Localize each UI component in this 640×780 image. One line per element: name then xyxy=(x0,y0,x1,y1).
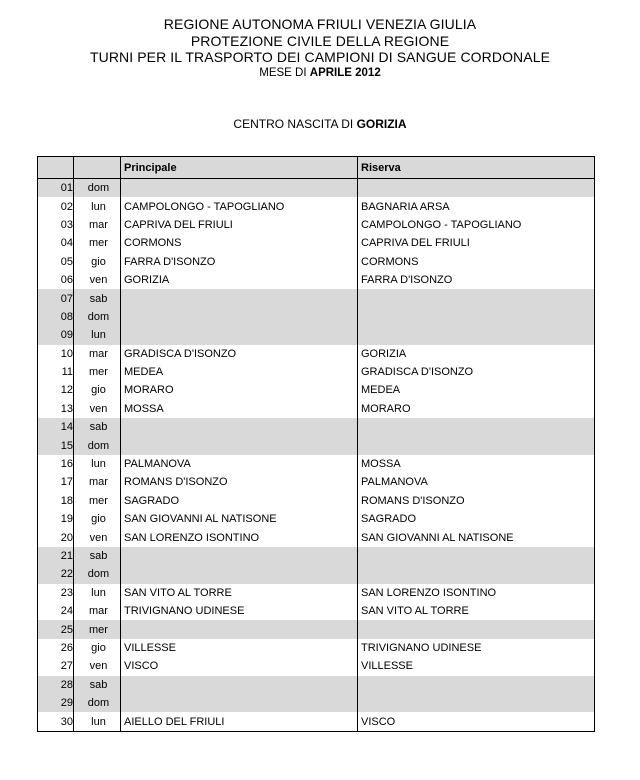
principale-cell: CAMPOLONGO - TAPOGLIANO xyxy=(121,197,358,215)
day-cell: 04 xyxy=(38,234,74,252)
riserva-cell: GRADISCA D'ISONZO xyxy=(358,363,595,381)
day-cell: 14 xyxy=(38,418,74,436)
header-region: REGIONE AUTONOMA FRIULI VENEZIA GIULIA xyxy=(163,16,477,32)
day-cell: 22 xyxy=(38,565,74,583)
principale-cell xyxy=(121,620,358,638)
principale-cell xyxy=(121,289,358,307)
header-weekday xyxy=(74,157,121,179)
table-row xyxy=(38,639,595,657)
day-cell: 12 xyxy=(38,381,74,399)
table-row xyxy=(38,657,595,675)
header-title: TURNI PER IL TRASPORTO DEI CAMPIONI DI SANGUE CORDONALE xyxy=(89,49,551,65)
principale-cell xyxy=(121,179,358,198)
principale-cell: FARRA D'ISONZO xyxy=(121,253,358,271)
weekday-cell: lun xyxy=(74,455,121,473)
principale-cell xyxy=(121,676,358,694)
weekday-cell: mer xyxy=(74,620,121,638)
table-row xyxy=(38,455,595,473)
riserva-cell xyxy=(358,326,595,344)
riserva-cell: CORMONS xyxy=(358,253,595,271)
riserva-cell: GORIZIA xyxy=(358,345,595,363)
riserva-cell xyxy=(358,179,595,198)
header-day xyxy=(38,157,74,179)
day-cell: 29 xyxy=(38,694,74,712)
table-row xyxy=(38,620,595,638)
weekday-cell: mar xyxy=(74,602,121,620)
day-cell: 13 xyxy=(38,400,74,418)
principale-cell: MEDEA xyxy=(121,363,358,381)
day-cell: 25 xyxy=(38,620,74,638)
weekday-cell: ven xyxy=(74,400,121,418)
riserva-cell: BAGNARIA ARSA xyxy=(358,197,595,215)
principale-cell: ROMANS D'ISONZO xyxy=(121,473,358,491)
riserva-cell: FARRA D'ISONZO xyxy=(358,271,595,289)
riserva-cell: ROMANS D'ISONZO xyxy=(358,492,595,510)
riserva-cell xyxy=(358,289,595,307)
day-cell: 26 xyxy=(38,639,74,657)
principale-cell: MOSSA xyxy=(121,400,358,418)
table-row xyxy=(38,436,595,454)
principale-cell: SAN GIOVANNI AL NATISONE xyxy=(121,510,358,528)
table-row xyxy=(38,676,595,694)
day-cell: 05 xyxy=(38,253,74,271)
riserva-cell: MORARO xyxy=(358,400,595,418)
weekday-cell: mer xyxy=(74,492,121,510)
principale-cell: CAPRIVA DEL FRIULI xyxy=(121,216,358,234)
weekday-cell: mer xyxy=(74,363,121,381)
riserva-cell: PALMANOVA xyxy=(358,473,595,491)
table-row xyxy=(38,363,595,381)
weekday-cell: sab xyxy=(74,676,121,694)
center-title xyxy=(0,117,640,131)
day-cell: 24 xyxy=(38,602,74,620)
riserva-cell: SAN LORENZO ISONTINO xyxy=(358,584,595,602)
table-row xyxy=(38,271,595,289)
weekday-cell: mer xyxy=(74,234,121,252)
riserva-cell xyxy=(358,694,595,712)
table-row xyxy=(38,602,595,620)
weekday-cell: gio xyxy=(74,253,121,271)
day-cell: 09 xyxy=(38,326,74,344)
day-cell: 03 xyxy=(38,216,74,234)
day-cell: 15 xyxy=(38,436,74,454)
table-row xyxy=(38,234,595,252)
weekday-cell: lun xyxy=(74,326,121,344)
day-cell: 30 xyxy=(38,712,74,731)
weekday-cell: gio xyxy=(74,639,121,657)
table-row xyxy=(38,584,595,602)
weekday-cell: ven xyxy=(74,271,121,289)
day-cell: 18 xyxy=(38,492,74,510)
day-cell: 08 xyxy=(38,308,74,326)
weekday-cell: dom xyxy=(74,308,121,326)
table-row xyxy=(38,492,595,510)
weekday-cell: lun xyxy=(74,584,121,602)
day-cell: 21 xyxy=(38,547,74,565)
weekday-cell: dom xyxy=(74,179,121,198)
principale-cell: SAN LORENZO ISONTINO xyxy=(121,528,358,546)
principale-cell: GORIZIA xyxy=(121,271,358,289)
riserva-cell: MEDEA xyxy=(358,381,595,399)
header-riserva: Riserva xyxy=(358,157,595,179)
riserva-cell: SAGRADO xyxy=(358,510,595,528)
principale-cell: TRIVIGNANO UDINESE xyxy=(121,602,358,620)
header-department: PROTEZIONE CIVILE DELLA REGIONE xyxy=(190,32,450,49)
table-row xyxy=(38,528,595,546)
month-value: APRILE 2012 xyxy=(309,66,381,79)
principale-cell: CORMONS xyxy=(121,234,358,252)
principale-cell xyxy=(121,418,358,436)
principale-cell xyxy=(121,547,358,565)
principale-cell xyxy=(121,694,358,712)
weekday-cell: lun xyxy=(74,712,121,731)
table-row xyxy=(38,473,595,491)
month-prefix: MESE DI xyxy=(259,66,307,79)
riserva-cell xyxy=(358,676,595,694)
principale-cell xyxy=(121,436,358,454)
weekday-cell: dom xyxy=(74,436,121,454)
day-cell: 16 xyxy=(38,455,74,473)
day-cell: 10 xyxy=(38,345,74,363)
center-name: GORIZIA xyxy=(356,117,407,131)
riserva-cell xyxy=(358,308,595,326)
principale-cell xyxy=(121,326,358,344)
document-header xyxy=(0,16,640,80)
principale-cell xyxy=(121,308,358,326)
riserva-cell: SAN GIOVANNI AL NATISONE xyxy=(358,528,595,546)
day-cell: 06 xyxy=(38,271,74,289)
weekday-cell: ven xyxy=(74,657,121,675)
riserva-cell: CAMPOLONGO - TAPOGLIANO xyxy=(358,216,595,234)
principale-cell: VISCO xyxy=(121,657,358,675)
table-row xyxy=(38,400,595,418)
table-row xyxy=(38,565,595,583)
day-cell: 27 xyxy=(38,657,74,675)
center-prefix: CENTRO NASCITA DI xyxy=(233,117,354,131)
riserva-cell: SAN VITO AL TORRE xyxy=(358,602,595,620)
table-row xyxy=(38,197,595,215)
principale-cell: PALMANOVA xyxy=(121,455,358,473)
riserva-cell: VILLESSE xyxy=(358,657,595,675)
weekday-cell: mar xyxy=(74,216,121,234)
table-row xyxy=(38,381,595,399)
day-cell: 17 xyxy=(38,473,74,491)
riserva-cell: CAPRIVA DEL FRIULI xyxy=(358,234,595,252)
weekday-cell: sab xyxy=(74,289,121,307)
day-cell: 11 xyxy=(38,363,74,381)
riserva-cell: VISCO xyxy=(358,712,595,731)
riserva-cell xyxy=(358,620,595,638)
principale-cell: AIELLO DEL FRIULI xyxy=(121,712,358,731)
table-row xyxy=(38,712,595,731)
principale-cell: MORARO xyxy=(121,381,358,399)
day-cell: 28 xyxy=(38,676,74,694)
table-row xyxy=(38,179,595,198)
riserva-cell: MOSSA xyxy=(358,455,595,473)
riserva-cell xyxy=(358,565,595,583)
weekday-cell: sab xyxy=(74,418,121,436)
table-row xyxy=(38,510,595,528)
weekday-cell: dom xyxy=(74,694,121,712)
principale-cell: SAGRADO xyxy=(121,492,358,510)
table-row xyxy=(38,216,595,234)
table-row xyxy=(38,308,595,326)
weekday-cell: gio xyxy=(74,381,121,399)
riserva-cell: TRIVIGNANO UDINESE xyxy=(358,639,595,657)
header-principale: Principale xyxy=(121,157,358,179)
principale-cell: SAN VITO AL TORRE xyxy=(121,584,358,602)
weekday-cell: dom xyxy=(74,565,121,583)
table-header-row xyxy=(38,157,595,179)
table-row xyxy=(38,326,595,344)
riserva-cell xyxy=(358,418,595,436)
day-cell: 20 xyxy=(38,528,74,546)
table-row xyxy=(38,253,595,271)
weekday-cell: mar xyxy=(74,473,121,491)
day-cell: 23 xyxy=(38,584,74,602)
principale-cell: VILLESSE xyxy=(121,639,358,657)
riserva-cell xyxy=(358,547,595,565)
table-row xyxy=(38,694,595,712)
riserva-cell xyxy=(358,436,595,454)
day-cell: 19 xyxy=(38,510,74,528)
principale-cell: GRADISCA D'ISONZO xyxy=(121,345,358,363)
table-row xyxy=(38,418,595,436)
header-month xyxy=(0,66,640,80)
principale-cell xyxy=(121,565,358,583)
weekday-cell: ven xyxy=(74,528,121,546)
table-row xyxy=(38,345,595,363)
schedule-table xyxy=(37,156,595,732)
weekday-cell: gio xyxy=(74,510,121,528)
day-cell: 02 xyxy=(38,197,74,215)
weekday-cell: lun xyxy=(74,197,121,215)
day-cell: 01 xyxy=(38,179,74,198)
weekday-cell: mar xyxy=(74,345,121,363)
weekday-cell: sab xyxy=(74,547,121,565)
table-row xyxy=(38,289,595,307)
table-row xyxy=(38,547,595,565)
day-cell: 07 xyxy=(38,289,74,307)
